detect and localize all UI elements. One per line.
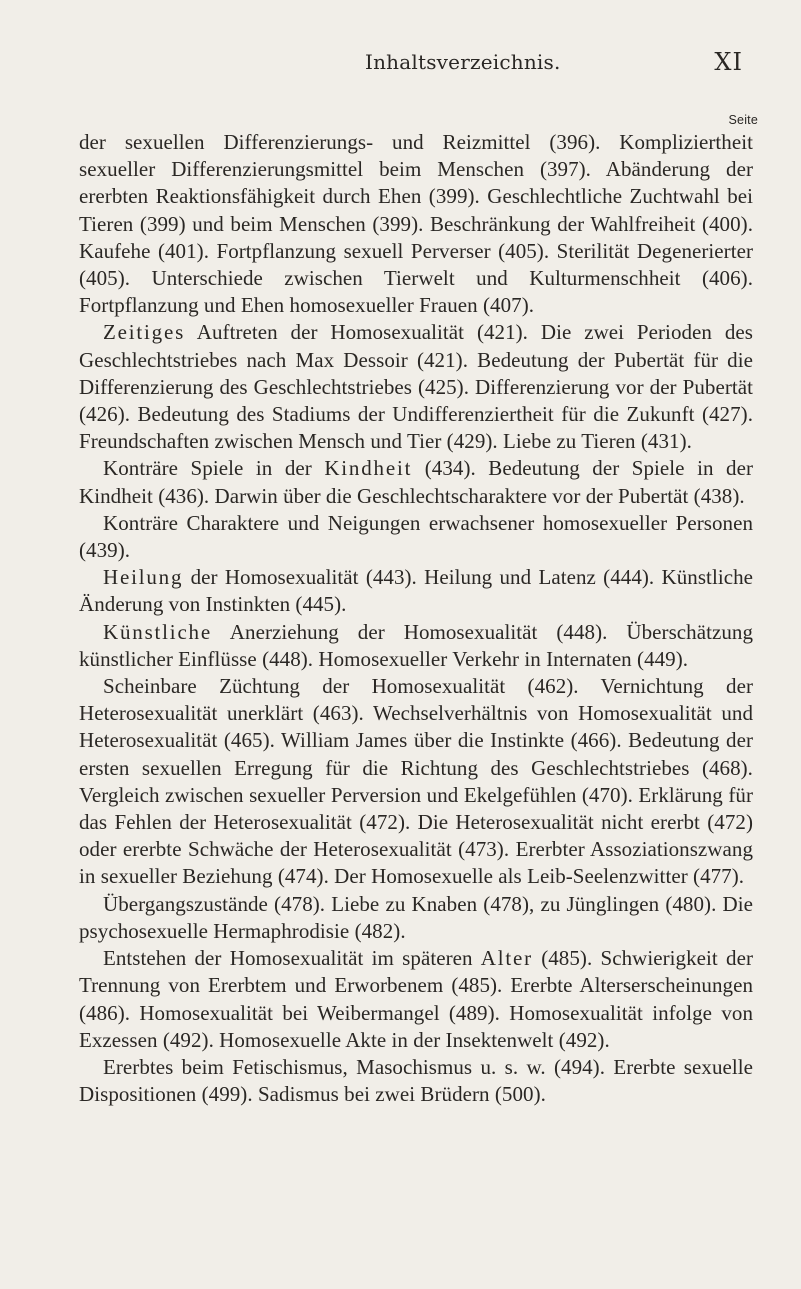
toc-text: (434). Bedeutung der Spiele in der Kindheit (436). Darwin über die Geschlechtscharaktere vor der Pubertät (438).	[79, 456, 753, 508]
toc-emphasis: Künstliche	[103, 619, 212, 644]
toc-paragraph-8	[79, 891, 753, 945]
toc-text: (485). Schwierigkeit der Trennung von Ererbtem und Erworbenem (485). Ererbte Alterserscheinungen (486). Homosexualität bei Weibermangel (489). Homosexualität infolge von Exzessen (492). Homosexuelle Akte in der Insektenwelt (492).	[79, 946, 753, 1052]
toc-emphasis: Alter	[480, 946, 533, 971]
toc-text: Scheinbare Züchtung der Homosexualität (462). Vernichtung der Heterosexualität unerklärt (463). Wechselverhältnis von Homosexualität und Heterosexualität (465). William James über die Instinkte (466). Bedeutung der ersten sexuellen Erregung für die Richtung des Geschlechtstriebes (468). Vergleich zwischen sexueller Perversion und Ekelgefühlen (470). Erklärung für das Fehlen der Heterosexualität (472). Die Heterosexualität nicht ererbt (472) oder ererbte Schwäche der Heterosexualität (473). Ererbter Assoziationszwang in sexueller Beziehung (474). Der Homosexuelle als Leib-Seelenzwitter (477).	[79, 674, 753, 889]
toc-paragraph-5	[79, 564, 753, 618]
toc-paragraph-3	[79, 455, 753, 509]
toc-paragraph-1	[79, 129, 753, 319]
toc-paragraph-2	[79, 319, 753, 455]
toc-text: Ererbtes beim Fetischismus, Masochismus u. s. w. (494). Ererbte sexuelle Dispositionen (499). Sadismus bei zwei Brüdern (500).	[79, 1054, 753, 1107]
toc-text: Konträre Spiele in der	[103, 456, 325, 481]
toc-body	[79, 129, 753, 1108]
toc-text: Konträre Charaktere und Neigungen erwachsener homosexueller Personen (439).	[79, 510, 753, 563]
toc-text: Auftreten der Homosexualität (421). Die zwei Perioden des Geschlechtstriebes nach Max Dessoir (421). Bedeutung der Pubertät für die Differenzierung des Geschlechtstriebes (425). Differenzierung vor der Pubertät (426). Bedeutung des Stadiums der Undifferenziertheit für die Zukunft (427). Freundschaften zwischen Mensch und Tier (429). Liebe zu Tieren (431).	[79, 320, 753, 454]
toc-paragraph-4	[79, 510, 753, 564]
column-label-seite: Seite	[728, 113, 758, 127]
page-number: XI	[714, 48, 743, 76]
toc-paragraph-10	[79, 1054, 753, 1108]
toc-paragraph-7	[79, 673, 753, 891]
toc-text: Übergangszustände (478). Liebe zu Knaben (478), zu Jünglingen (480). Die psychosexuelle Hermaphrodisie (482).	[79, 891, 753, 943]
toc-emphasis: Kindheit	[324, 456, 413, 481]
toc-emphasis: Zeitiges	[103, 320, 186, 345]
toc-text: Entstehen der Homosexualität im späteren	[103, 946, 481, 971]
running-title: Inhaltsverzeichnis.	[365, 50, 561, 74]
toc-paragraph-9	[79, 945, 753, 1054]
toc-text: der Homosexualität (443). Heilung und Latenz (444). Künstliche Änderung von Instinkten (445).	[79, 565, 753, 617]
toc-text: Anerziehung der Homosexualität (448). Überschätzung künstlicher Einflüsse (448). Homosexueller Verkehr in Internaten (449).	[79, 619, 753, 671]
toc-emphasis: Heilung	[103, 565, 184, 590]
toc-text: der sexuellen Differenzierungs- und Reizmittel (396). Kompliziertheit sexueller Differenzierungsmittel beim Menschen (397). Abänderung der ererbten Reaktionsfähigkeit durch Ehen (399). Geschlechtliche Zuchtwahl bei Tieren (399) und beim Menschen (399). Beschränkung der Wahlfreiheit (400). Kaufehe (401). Fortpflanzung sexuell Perverser (405). Sterilität Degenerierter (405). Unterschiede zwischen Tierwelt und Kulturmenschheit (406). Fortpflanzung und Ehen homosexueller Frauen (407).	[79, 130, 753, 318]
toc-paragraph-6	[79, 619, 753, 673]
